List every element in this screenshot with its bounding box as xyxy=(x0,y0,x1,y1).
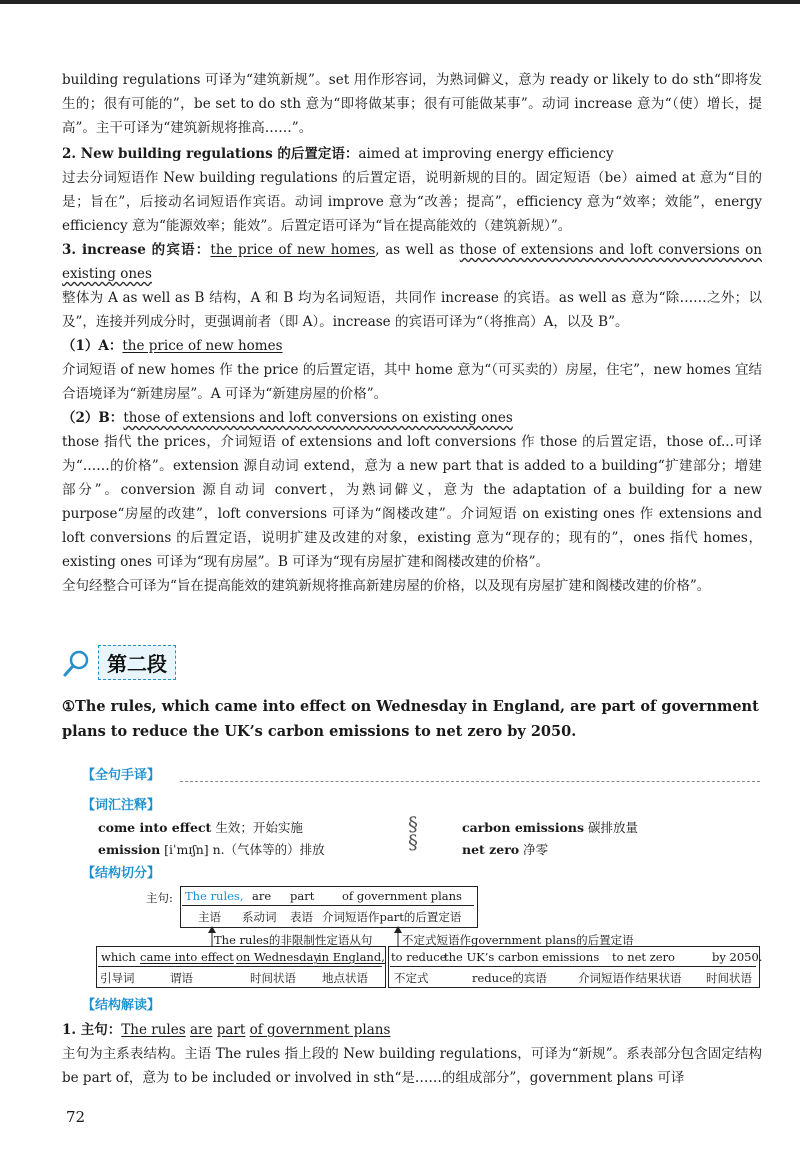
paragraph-1: building regulations 可译为“建筑新规”。set 用作形容词，为熟词僻义，意为 ready or likely to do sth“即将发生的；很有可能的”，be set to do sth 意为“即将做某事；很有可能做某事”。动词 increase 意为“（使）增长，提高”。主干可译为“建筑新规将推高……”。 xyxy=(62,72,762,136)
explain-paragraph: 主句为主系表结构。主语 The rules 指上段的 New building regulations，可译为“新规”。系表部分包含固定结构 be part of，意为 to be included or involved in sth“是……的组成部分”，government plans 可译 xyxy=(62,1046,762,1086)
left-role: 引导词 xyxy=(100,971,135,985)
right-word: to reduce xyxy=(391,950,447,964)
heading-2 xyxy=(62,142,762,166)
heading-3-1-text: the price of new homes xyxy=(122,338,283,354)
heading-3-label: 3. increase 的宾语： xyxy=(62,242,211,258)
main-word: The rules, xyxy=(185,889,244,903)
paragraph-3: 整体为 A as well as B 结构，A 和 B 均为名词短语，共同作 increase 的宾语。as well as 意为“除……之外；以及”，连接并列成分时，更强调前者（即 A）。increase 的宾语可译为“（将推高）A，以及 B”。 xyxy=(62,290,762,330)
left-word: in England, xyxy=(318,950,385,964)
right-role: 介词短语作结果状语 xyxy=(578,971,682,985)
vocab-item: come into effect 生效；开始实施 xyxy=(98,820,303,835)
heading-3-1-label: （1）A： xyxy=(62,338,123,354)
explain-heading-label: 1. 主句： xyxy=(62,1022,122,1038)
original-sentence: ①The rules, which came into effect on Wednesday in England, are part of government plans to reduce the UK’s carbon emissions to net zero by 2050. xyxy=(62,698,759,740)
left-divider xyxy=(98,966,382,967)
magnifier-icon xyxy=(62,648,92,678)
explain-word: part xyxy=(216,1022,246,1038)
translate-line xyxy=(180,781,760,782)
main-clause-label: 主句: xyxy=(146,891,173,905)
explain-word: are xyxy=(189,1022,213,1038)
heading-3-1 xyxy=(62,334,762,358)
vocab-divider: § § xyxy=(408,812,418,854)
left-role: 地点状语 xyxy=(322,971,368,985)
main-role: 表语 xyxy=(290,910,313,924)
label-vocab: 【词汇注释】 xyxy=(82,798,161,813)
right-role: reduce的宾语 xyxy=(472,971,547,985)
left-role: 谓语 xyxy=(170,971,193,985)
right-divider xyxy=(390,966,756,967)
left-word: on Wednesday xyxy=(236,950,320,964)
heading-3-2 xyxy=(62,406,762,430)
vocab-item: carbon emissions 碳排放量 xyxy=(462,820,639,835)
main-role: 系动词 xyxy=(242,910,277,924)
section-header xyxy=(62,645,176,680)
right-role: 不定式 xyxy=(394,971,429,985)
page-number: 72 xyxy=(66,1108,86,1126)
heading-3-2-label: （2）B： xyxy=(62,410,124,426)
left-word: which xyxy=(101,950,136,964)
paragraph-5: those 指代 the prices，介词短语 of extensions and loft conversions 作 those 的后置定语，those of...可译为“……的价格”。extension 源自动词 extend，意为 a new part that is added to a building“扩建部分；增建部分”。conversion 源自动词 convert，为熟词僻义，意为 the adaptation of a building for a new purpose“房屋的改建”，loft conversions 可译为“阁楼改建”。介词短语 on existing ones 作 extensions and loft conversions 的后置定语，说明扩建及改建的对象，existing 意为“现存的；现有的”，ones 指代 homes，existing ones 可译为“现有房屋”。B 可译为“现有房屋扩建和阁楼改建的价格”。 xyxy=(62,434,762,570)
heading-2-label: 2. New building regulations 的后置定语： xyxy=(62,146,359,162)
label-split: 【结构切分】 xyxy=(82,866,161,881)
section-title: 第二段 xyxy=(98,645,176,680)
right-word: by 2050. xyxy=(712,950,763,964)
heading-3-b: those of extensions and loft conversions on existing ones xyxy=(62,242,762,282)
note-right: 不定式短语作government plans的后置定语 xyxy=(402,933,634,947)
top-rule xyxy=(0,0,800,4)
explain-word: The rules xyxy=(121,1022,186,1038)
left-word: came into effect xyxy=(140,950,234,964)
heading-3-a: the price of new homes xyxy=(210,242,376,258)
heading-3-2-text: those of extensions and loft conversions on existing ones xyxy=(123,410,513,426)
note-left: The rules的非限制性定语从句 xyxy=(214,933,373,947)
right-word: to net zero xyxy=(612,950,675,964)
paragraph-6: 全句经整合可译为“旨在提高能效的建筑新规将推高新建房屋的价格，以及现有房屋扩建和阁楼改建的价格”。 xyxy=(62,578,711,594)
main-word: are xyxy=(252,889,272,903)
paragraph-4: 介词短语 of new homes 作 the price 的后置定语，其中 home 意为“（可买卖的）房屋，住宅”，new homes 宜结合语境译为“新建房屋”。A 可译为“新建房屋的价格”。 xyxy=(62,362,762,402)
vocab-item: emission [iˈmɪʃn] n.（气体等的）排放 xyxy=(98,842,325,857)
left-role: 时间状语 xyxy=(250,971,296,985)
main-divider xyxy=(182,905,474,906)
heading-2-text: aimed at improving energy efficiency xyxy=(358,146,614,162)
heading-3 xyxy=(62,238,762,286)
explain-word: of government plans xyxy=(249,1022,391,1038)
right-word: the UK’s carbon emissions xyxy=(444,950,600,964)
label-translate: 【全句手译】 xyxy=(82,768,161,783)
main-word: of government plans xyxy=(342,889,462,903)
explain-heading xyxy=(62,1018,762,1042)
right-role: 时间状语 xyxy=(706,971,752,985)
main-role: 主语 xyxy=(198,910,221,924)
heading-3-mid: , as well as xyxy=(375,242,460,258)
paragraph-2: 过去分词短语作 New building regulations 的后置定语，说明新规的目的。固定短语（be）aimed at 意为“目的是；旨在”，后接动名词短语作宾语。动词 improve 意为“改善；提高”，efficiency 意为“效率；效能”，energy efficiency 意为“能源效率；能效”。后置定语可译为“旨在提高能效的（建筑新规）”。 xyxy=(62,170,762,234)
main-word: part xyxy=(290,889,315,903)
vocab-item: net zero 净零 xyxy=(462,842,549,857)
label-explain: 【结构解读】 xyxy=(82,998,161,1013)
main-role: 介词短语作part的后置定语 xyxy=(322,910,462,924)
